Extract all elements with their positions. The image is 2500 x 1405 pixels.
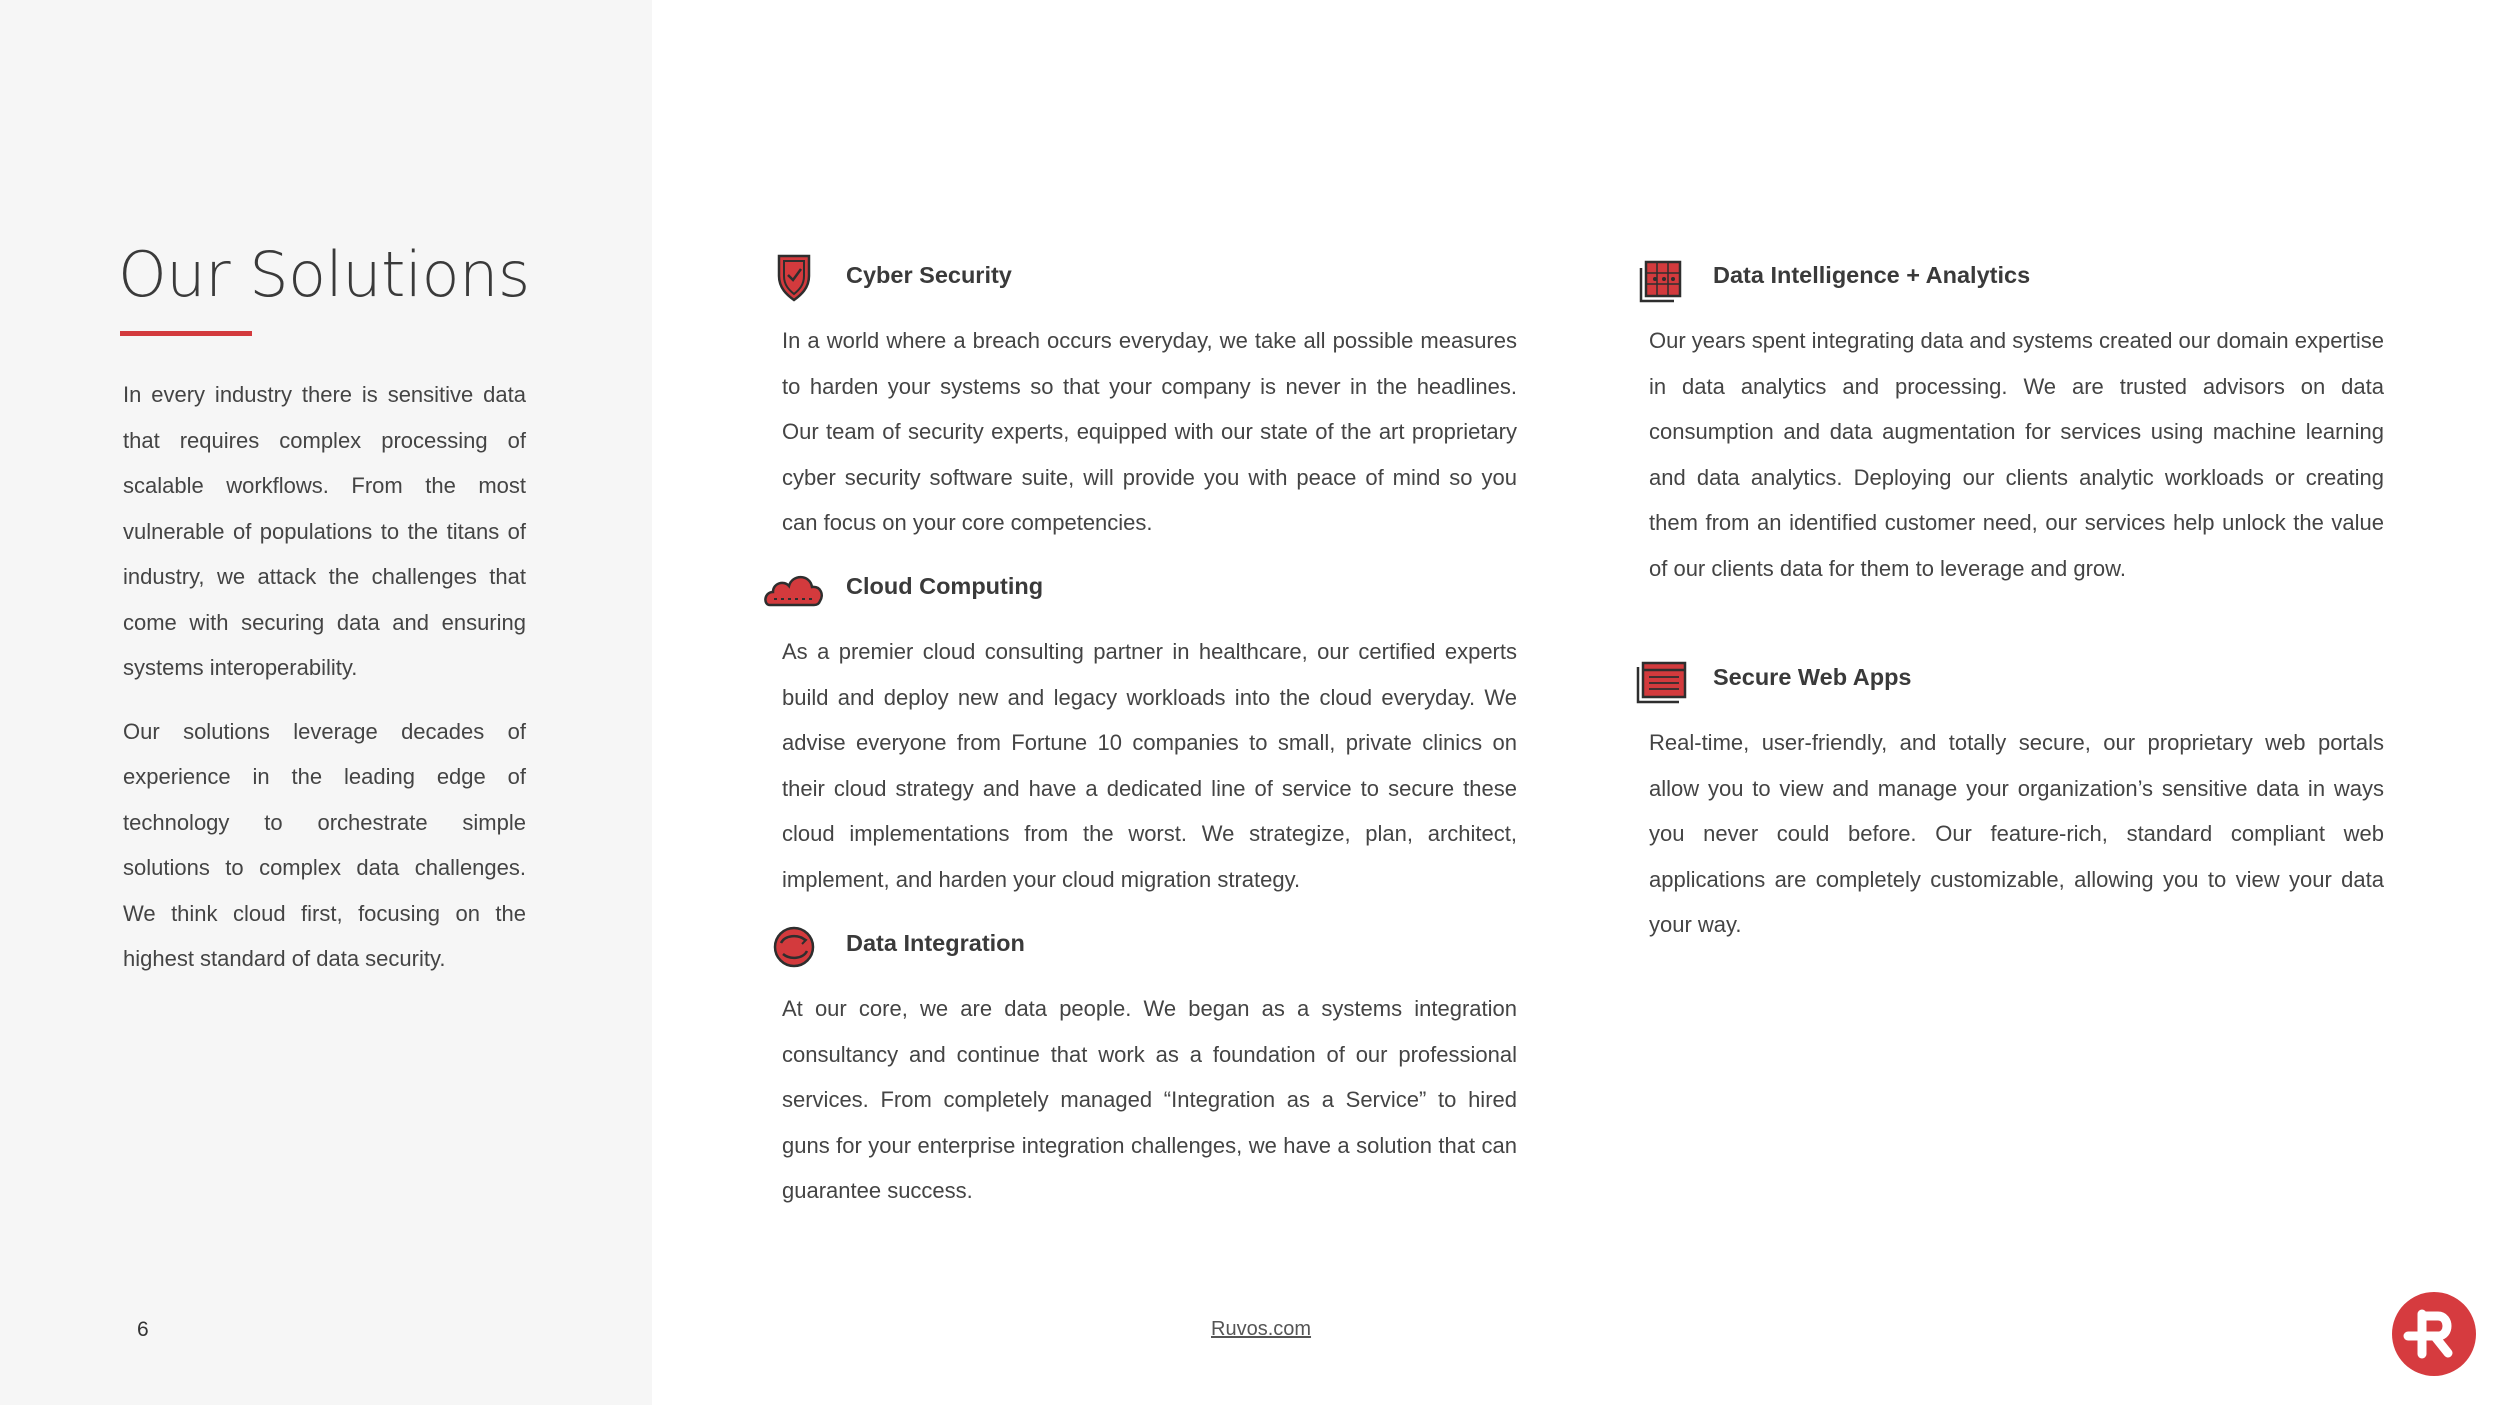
section-cloud-computing	[764, 559, 1517, 902]
intro-paragraph: Our solutions leverage decades of experience in the leading edge of technology to orchestrate simple solutions to complex data challenges. We think cloud first, focusing on the highest standard of data security.	[123, 718, 526, 971]
section-body: Real-time, user-friendly, and totally secure, our proprietary web portals allow you to view and manage your organization’s sensitive data in ways you never could before. Our feature-rich, standard compliant web applications are completely customizable, allowing you to view your data your way.	[1649, 730, 2384, 937]
section-data-intelligence	[1631, 248, 2384, 591]
section-body: Our years spent integrating data and systems created our domain expertise in data analytics and processing. We are trusted advisors on data consumption and data augmentation for services using machine learning and data analytics. Deploying our clients analytic workloads or creating them from an identified customer need, our services help unlock the value of our clients data for them to leverage and grow.	[1649, 328, 2384, 581]
section-title: Secure Web Apps	[1713, 664, 1912, 690]
section-body: As a premier cloud consulting partner in healthcare, our certified experts build and deploy new and legacy workloads into the cloud everyday. We advise everyone from Fortune 10 companies to small, private clinics on their cloud strategy and have a dedicated line of service to secure these cloud implementations from the worst. We strategize, plan, architect, implement, and harden your cloud migration strategy.	[782, 639, 1517, 892]
ruvos-r-logo-icon	[2392, 1292, 2476, 1376]
intro-text	[123, 372, 526, 1000]
intro-paragraph: In every industry there is sensitive data that requires complex processing of scalable workflows. From the most vulnerable of populations to the titans of industry, we attack the challenges that come with securing data and ensuring systems interoperability.	[123, 382, 526, 680]
sidebar-panel	[0, 0, 652, 1405]
title-underline	[120, 331, 252, 336]
section-title: Cloud Computing	[846, 573, 1044, 599]
section-title: Data Integration	[846, 930, 1025, 956]
page-title: Our Solutions	[118, 238, 530, 311]
footer-website-link[interactable]: Ruvos.com	[1211, 1318, 1312, 1340]
section-cyber-security	[764, 248, 1517, 546]
analytics-grid-icon	[1631, 248, 1691, 308]
section-data-integration	[764, 916, 1517, 1214]
cloud-icon	[764, 559, 824, 619]
section-secure-web-apps	[1631, 650, 2384, 948]
integration-icon	[764, 916, 824, 976]
section-title: Cyber Security	[846, 262, 1012, 288]
section-body: At our core, we are data people. We began as a systems integration consultancy and continue that work as a foundation of our professional services. From completely managed “Integration as a Service” to hired guns for your enterprise integration challenges, we have a solution that can guarantee success.	[782, 996, 1517, 1203]
page-number: 6	[137, 1318, 149, 1341]
section-title: Data Intelligence + Analytics	[1713, 262, 2031, 288]
shield-icon	[764, 248, 824, 308]
section-body: In a world where a breach occurs everyday, we take all possible measures to harden your systems so that your company is never in the headlines. Our team of security experts, equipped with our state of the art proprietary cyber security software suite, will provide you with peace of mind so you can focus on your core competencies.	[782, 328, 1517, 535]
web-app-icon	[1631, 650, 1691, 710]
